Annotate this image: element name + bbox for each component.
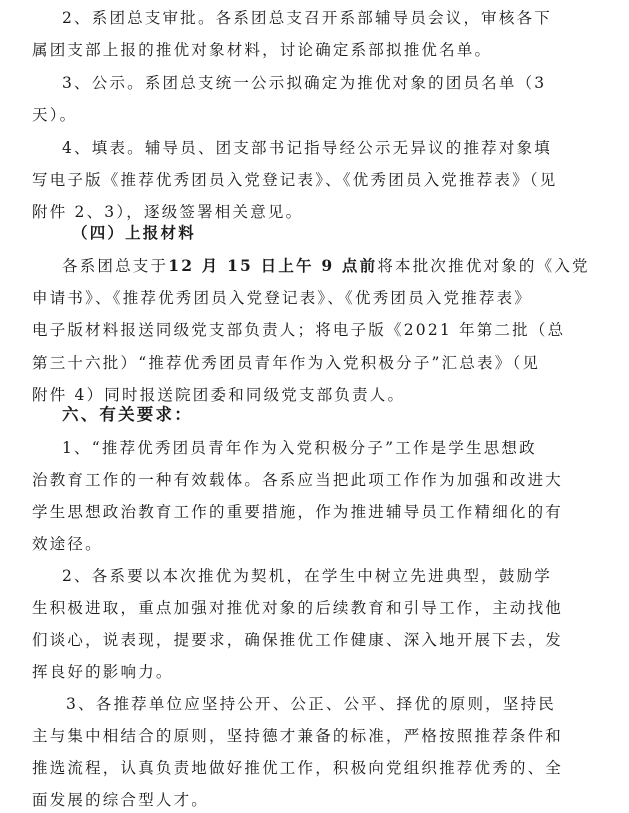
- p4-line4: 第三十六批）“推荐优秀团员青年作为入党积极分子”汇总表》（见: [32, 354, 541, 372]
- p4-line3: 电子版材料报送同级党支部负责人；将电子版《2021 年第二批（总: [32, 321, 566, 339]
- p3-line2: 写电子版《推荐优秀团员入党登记表》、《优秀团员入党推荐表》（见: [32, 171, 558, 189]
- r3-line2: 主与集中相结合的原则，坚持德才兼备的标准，严格按照推荐条件和: [32, 727, 564, 745]
- r1-line1: 1、“推荐优秀团员青年作为入党积极分子”工作是学生思想政: [62, 439, 537, 457]
- p4-line1-a: 各系团总支于: [62, 257, 169, 275]
- r2-line3: 们谈心，说表现，提要求，确保推优工作健康、深入地开展下去，发: [32, 631, 564, 649]
- p4-line2: 申请书》、《推荐优秀团员入党登记表》、《优秀团员入党推荐表》: [32, 289, 533, 307]
- r1-line2: 治教育工作的一种有效载体。各系应当把此项工作作为加强和改进大: [32, 471, 564, 489]
- r2-line4: 挥良好的影响力。: [32, 663, 174, 681]
- r3-line1: 3、各推荐单位应坚持公开、公正、公平、择优的原则，坚持民: [66, 695, 556, 713]
- p4-line5: 附件 4）同时报送院团委和同级党支部负责人。: [32, 386, 406, 404]
- r2-line1: 2、各系要以本次推优为契机，在学生中树立先进典型，鼓励学: [62, 567, 552, 585]
- p1-line1: 2、系团总支审批。各系团总支召开系部辅导员会议，审核各下: [62, 9, 552, 27]
- r3-line3: 推选流程，认真负责地做好推优工作，积极向党组织推荐优秀的、全: [32, 759, 564, 777]
- r1-line3: 学生思想政治教育工作的重要措施，作为推进辅导员工作精细化的有: [32, 503, 564, 521]
- p1-line2: 属团支部上报的推优对象材料，讨论确定系部拟推优名单。: [32, 41, 493, 59]
- p2-line1: 3、公示。系团总支统一公示拟确定为推优对象的团员名单（3: [62, 74, 547, 92]
- section-6-title: 六、有关要求：: [62, 405, 193, 424]
- r3-line4: 面发展的综合型人才。: [32, 791, 210, 809]
- p4-deadline: 12 月 15 日上午 9 点前: [168, 256, 378, 275]
- p3-line3: 附件 2、3），逐级签署相关意见。: [32, 203, 304, 221]
- p2-line2: 天）。: [32, 106, 78, 124]
- p4-line1-c: 将本批次推优对象的《入党: [377, 257, 590, 275]
- p4-line1: [0, 256, 619, 276]
- r2-line2: 生积极进取，重点加强对推优对象的后续教育和引导工作，主动找他: [32, 599, 564, 617]
- p3-line1: 4、填表。辅导员、团支部书记指导经公示无异议的推荐对象填: [62, 139, 552, 157]
- r1-line4: 效途径。: [32, 535, 103, 553]
- section-4-title: （四）上报材料: [72, 223, 196, 242]
